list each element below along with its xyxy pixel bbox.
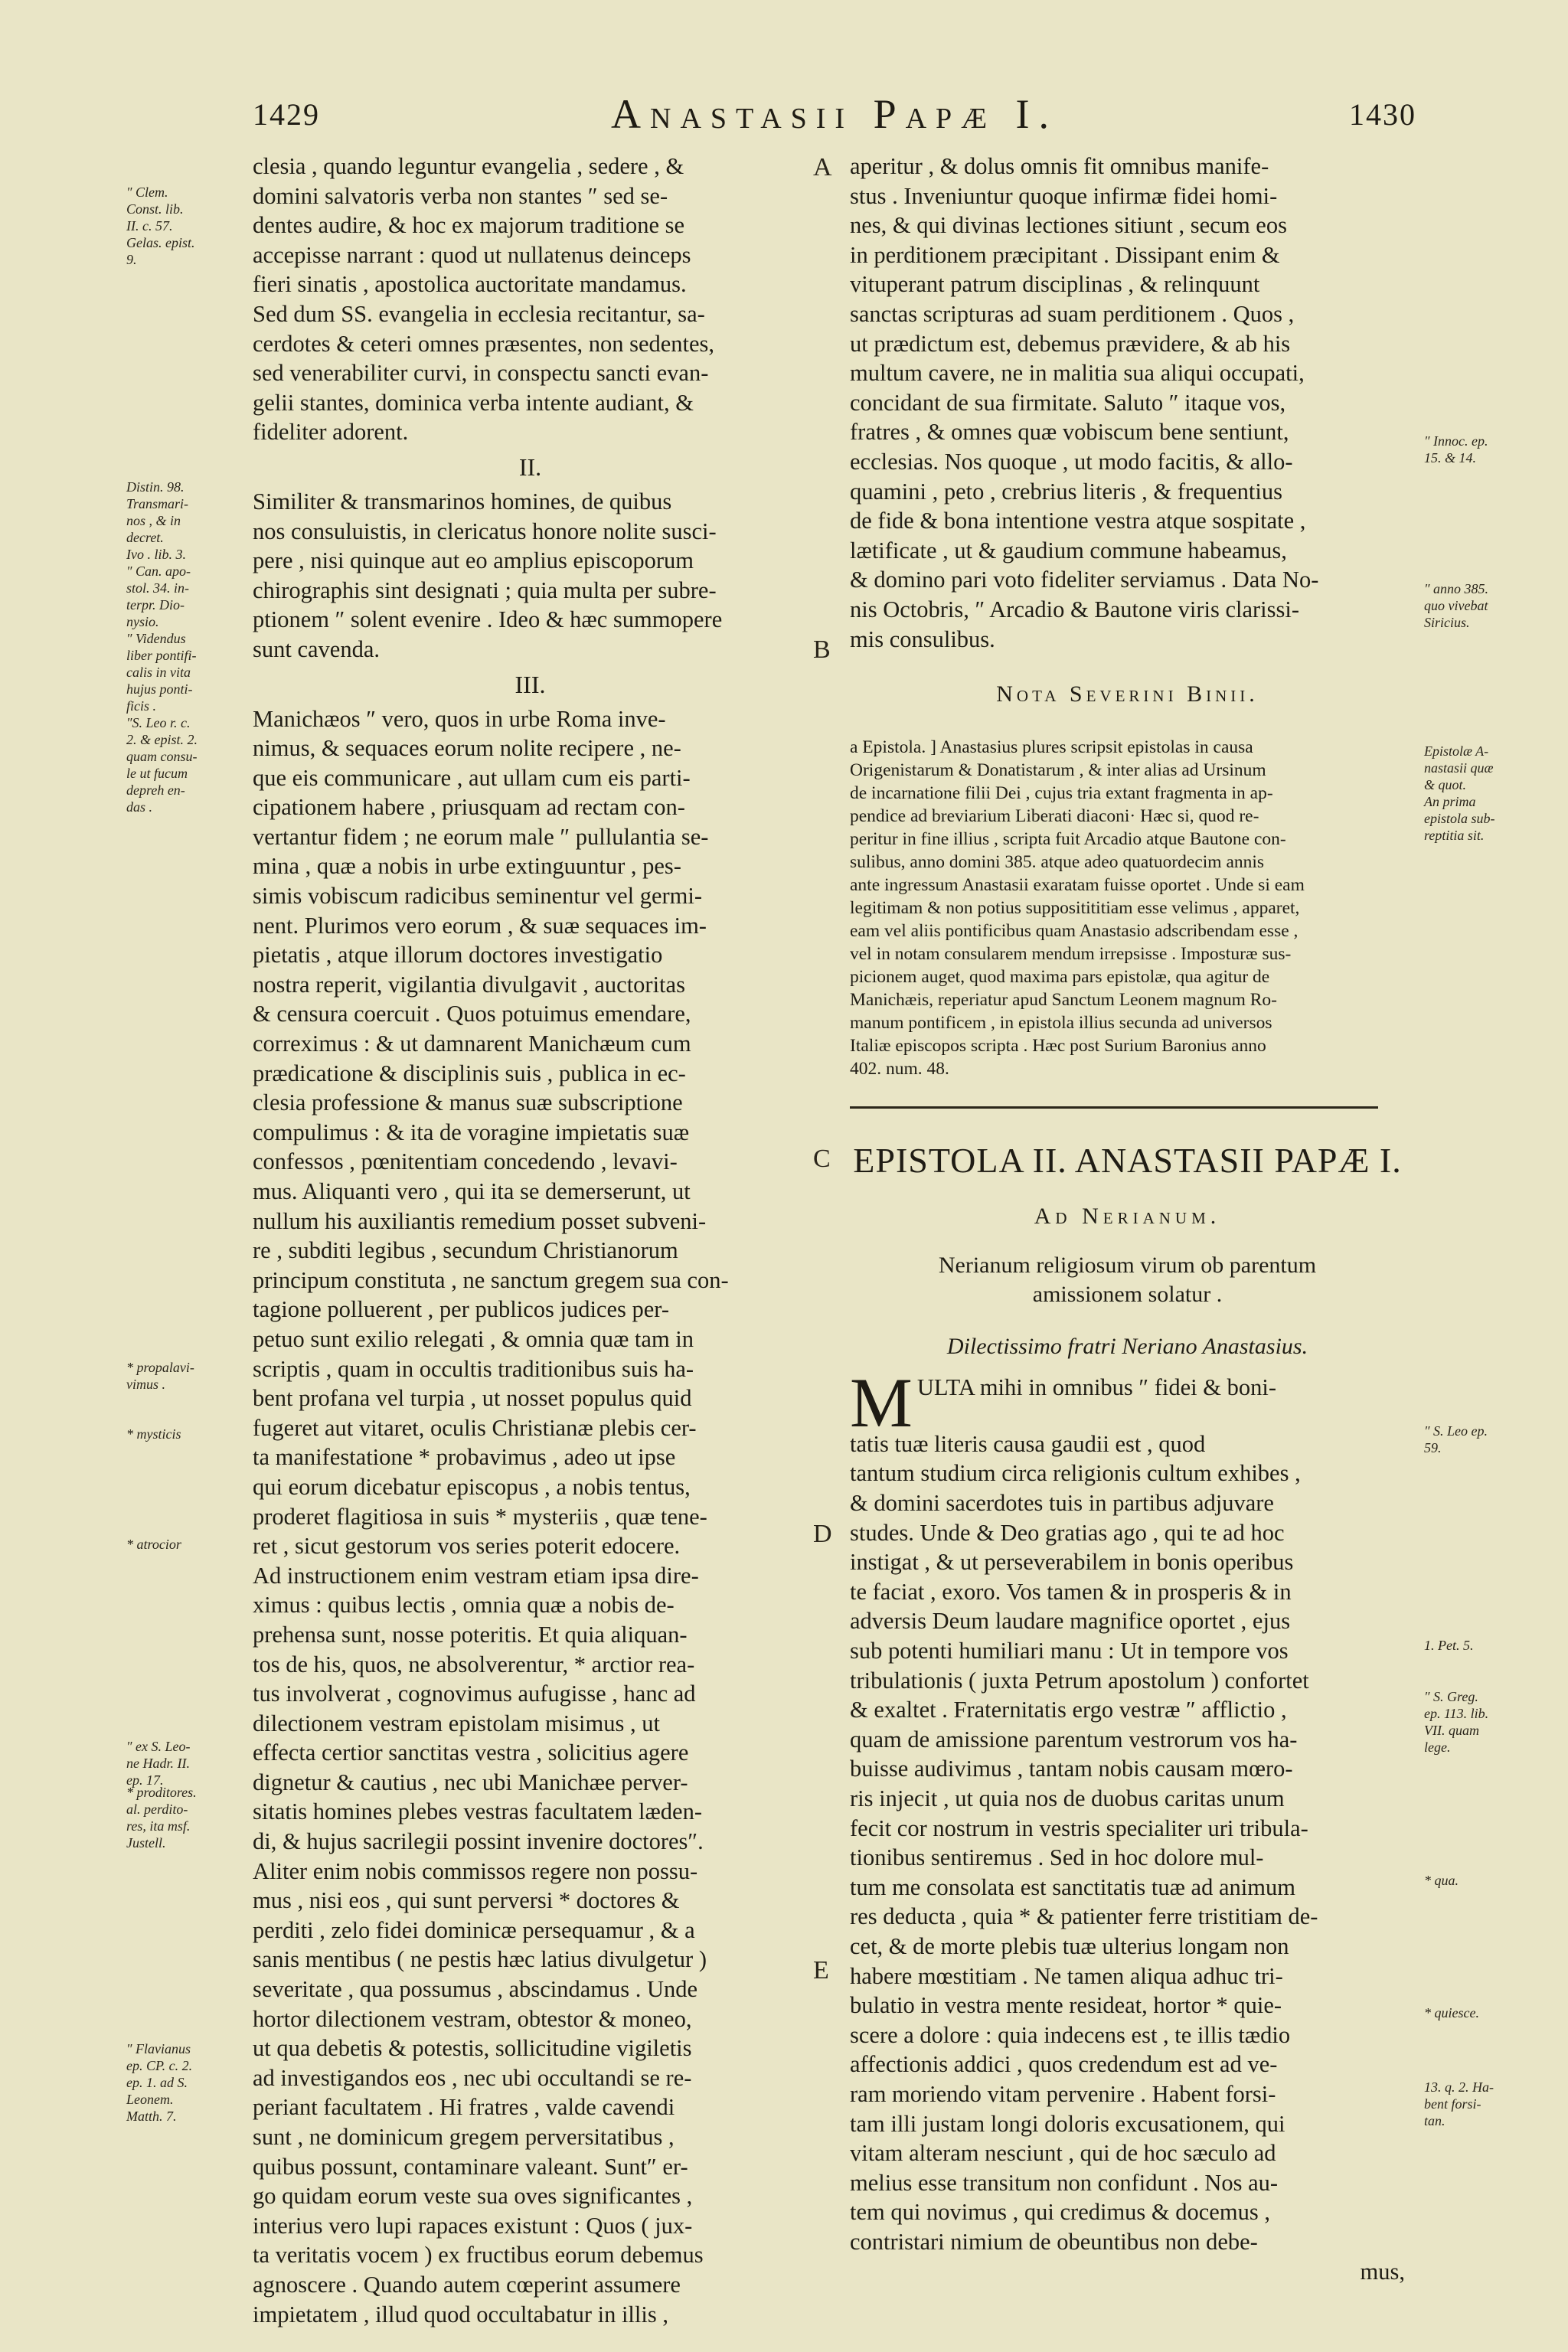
text-line: Aliter enim nobis commissos regere non possu-: [253, 1857, 698, 1884]
column-letter-c: C: [813, 1145, 831, 1173]
epistle-salutation: Dilectissimo fratri Neriano Anastasius.: [946, 1334, 1308, 1360]
text-line: ta veritatis vocem ) ex fructibus eorum debemus: [253, 2242, 704, 2269]
text-line: tam illi justam longi doloris excusationem, qui: [850, 2110, 1285, 2137]
margin-note-line: VII. quam: [1424, 1723, 1479, 1738]
nota-block: [850, 736, 1405, 1080]
text-line: multum cavere, ne in malitia sua aliqui occupati,: [850, 360, 1305, 387]
text-line: quamini , peto , crebrius literis , & frequentius: [850, 478, 1282, 505]
text-line: aperitur , & dolus omnis fit omnibus manife-: [850, 153, 1269, 179]
text-line: mus , nisi eos , qui sunt perversi * doctores &: [253, 1887, 680, 1914]
text-line: prædicatione & disciplinis suis , publica in ec-: [253, 1060, 686, 1086]
page-number-left: 1429: [253, 97, 320, 132]
text-line: fecit cor nostrum in vestris specialiter uri tribula-: [850, 1815, 1308, 1841]
right-margin-note: [1424, 2079, 1494, 2129]
text-line: proderet flagitiosa in suis * mysteriis , quæ tene-: [253, 1503, 707, 1530]
margin-note-line: ″ S. Greg.: [1424, 1689, 1478, 1704]
text-line: clesia , quando leguntur evangelia , sedere , &: [253, 153, 684, 179]
text-line: lætificate , ut & gaudium commune habeamus,: [850, 537, 1287, 564]
left-margin-note: [126, 1426, 181, 1442]
text-line: legitimam & non potius suppositititiam esse velimus , apparet,: [850, 897, 1300, 918]
left-margin-note: [126, 2040, 192, 2125]
epistle-body: [850, 1373, 1405, 2257]
margin-note-line: quo vivebat: [1424, 598, 1488, 613]
margin-note-line: 2. & epist. 2.: [126, 732, 198, 747]
nota-title: Nota Severini Binii.: [996, 681, 1259, 707]
text-line: fideliter adorent.: [253, 419, 409, 446]
margin-note-line: decret.: [126, 530, 164, 545]
text-line: ptionem ″ solent evenire . Ideo & hæc summopere: [253, 606, 723, 633]
text-line: mis consulibus.: [850, 626, 995, 652]
epistle-addressee: Ad Nerianum.: [1034, 1203, 1221, 1229]
text-line: dilectionem vestram epistolam misimus , ut: [253, 1710, 660, 1736]
margin-note-line: depreh en-: [126, 782, 185, 798]
text-line: clesia professione & manus suæ subscriptione: [253, 1089, 683, 1116]
text-line: picionem auget, quod maxima pars epistolæ, qua agitur de: [850, 966, 1270, 987]
text-line: ret , sicut gestorum vos series poterit edocere.: [253, 1533, 681, 1560]
text-line: pendice ad breviarium Liberati diaconi· Hæc si, quod re-: [850, 805, 1259, 826]
text-line: te faciat , exoro. Vos tamen & in prosperis & in: [850, 1578, 1292, 1605]
left-margin-note: [126, 1536, 181, 1553]
divider-rule: [850, 1106, 1378, 1109]
right-margin-note: [1424, 743, 1495, 844]
text-line: tus involverat , cognovimus aufugisse , hanc ad: [253, 1681, 696, 1707]
margin-note-line: ne Hadr. II.: [126, 1756, 190, 1771]
text-line: contristari nimium de obeuntibus non debe-: [850, 2228, 1258, 2255]
margin-note-line: al. perdito-: [126, 1802, 188, 1817]
text-line: que eis communicare , aut ullam cum eis parti-: [253, 764, 691, 791]
column-letter-e: E: [813, 1956, 829, 1984]
text-line: buisse audivimus , tantam nobis causam mœro-: [850, 1756, 1293, 1782]
running-title: Anastasii Papæ I.: [611, 91, 1058, 137]
text-line: nent. Plurimos vero eorum , & suæ sequaces im-: [253, 912, 707, 939]
text-line: tagione polluerent , per publicos judices per-: [253, 1296, 669, 1323]
text-line: agnoscere . Quando autem cœperint assumere: [253, 2271, 681, 2298]
text-line: ecclesias. Nos quoque , ut modo facitis, & allo-: [850, 448, 1293, 475]
margin-note-line: II. c. 57.: [126, 218, 173, 234]
text-line: hortor dilectionem vestram, obtestor & moneo,: [253, 2005, 692, 2032]
text-line: nes, & qui divinas lectiones sitiunt , secum eos: [850, 212, 1287, 239]
margin-note-line: 15. & 14.: [1424, 450, 1477, 466]
margin-note-line: stol. 34. in-: [126, 580, 190, 596]
margin-note-line: ep. 17.: [126, 1772, 164, 1788]
text-line: mus. Aliquanti vero , qui ita se demerserunt, ut: [253, 1178, 691, 1204]
text-line: tum me consolata est sanctitatis tuæ ad animum: [850, 1873, 1295, 1900]
left-text-block-2: [253, 487, 808, 665]
margin-note-line: epistola sub-: [1424, 811, 1495, 826]
right-margin-note: [1424, 1637, 1474, 1654]
margin-note-line: quam consu-: [126, 749, 198, 764]
text-line: sanis mentibus ( ne pestis hæc latius divulgetur ): [253, 1946, 707, 1973]
text-line: 402. num. 48.: [850, 1058, 949, 1079]
left-column: [253, 152, 808, 2329]
text-line: ximus : quibus lectis , omnia quæ a nobis de-: [253, 1592, 675, 1619]
running-header: [253, 90, 1416, 152]
text-line: de fide & bona intentione vestra atque sospitate ,: [850, 508, 1306, 534]
text-line: gelii stantes, dominica verba intente audiant, &: [253, 389, 694, 416]
right-column: [850, 152, 1405, 2286]
section-heading-3: III.: [514, 670, 546, 698]
margin-note-line: 13. q. 2. Ha-: [1424, 2079, 1494, 2095]
text-line: principum constituta , ne sanctum gregem sua con-: [253, 1266, 729, 1293]
text-line: di, & hujus sacrilegii possint invenire doctores″.: [253, 1828, 704, 1855]
margin-note-line: Transmari-: [126, 496, 189, 511]
margin-note-line: 1. Pet. 5.: [1424, 1638, 1474, 1653]
text-line: melius esse transitum non confidunt . Nos au-: [850, 2169, 1279, 2196]
margin-note-line: nastasii quæ: [1424, 760, 1494, 776]
text-line: & domino pari voto fideliter serviamus . Data No-: [850, 567, 1319, 593]
text-line: cerdotes & ceteri omnes præsentes, non sedentes,: [253, 330, 715, 357]
text-line: scere a dolore : quia indecens est , te illis tædio: [850, 2021, 1291, 2048]
text-line: Origenistarum & Donatistarum , & inter alias ad Ursinum: [850, 760, 1266, 780]
text-line: compulimus : & ita de voragine impietatis suæ: [253, 1119, 690, 1145]
section-heading-2: II.: [518, 452, 542, 481]
margin-note-line: ep. 113. lib.: [1424, 1706, 1489, 1721]
margin-note-line: Gelas. epist.: [126, 235, 195, 250]
margin-note-line: ep. 1. ad S.: [126, 2075, 188, 2090]
margin-note-line: * mysticis: [126, 1426, 181, 1442]
left-margin-note: [126, 184, 195, 268]
text-line: perditi , zelo fidei dominicæ persequamur , & a: [253, 1916, 695, 1943]
right-margin-note: [1424, 1688, 1488, 1756]
page-number-right: 1430: [1349, 97, 1416, 132]
text-line: cipationem habere , priusquam ad rectam con-: [253, 794, 685, 821]
margin-note-line: ″ anno 385.: [1424, 581, 1488, 596]
text-line: simis vobiscum radicibus seminentur vel germi-: [253, 883, 703, 910]
text-line: & exaltet . Fraternitatis ergo vestræ ″ afflictio ,: [850, 1697, 1287, 1723]
text-line: vitam alteram nesciunt , qui de hoc sæculo ad: [850, 2140, 1276, 2167]
margin-note-line: terpr. Dio-: [126, 597, 185, 612]
text-line: re , subditi legibus , secundum Christianorum: [253, 1237, 678, 1264]
text-line: ante ingressum Anastasii exaratam fuisse oportet . Unde si eam: [850, 874, 1305, 895]
text-line: confessos , pœnitentiam concedendo , levavi-: [253, 1148, 678, 1175]
margin-note-line: ″ ex S. Leo-: [126, 1739, 191, 1754]
text-line: adversis Deum laudare magnifice oportet , ejus: [850, 1608, 1291, 1635]
margin-note-line: Const. lib.: [126, 201, 184, 217]
text-line: fratres , & omnes quæ vobiscum bene sentiunt,: [850, 419, 1289, 446]
left-margin-note: [126, 1359, 194, 1393]
text-line: periant facultatem . Hi fratres , valde cavendi: [253, 2094, 675, 2121]
margin-note-line: hujus ponti-: [126, 681, 193, 697]
text-line: cet, & de morte plebis tuæ ulterius longam non: [850, 1932, 1289, 1959]
text-line: affectionis addici , quos credendum est ad ve-: [850, 2051, 1278, 2078]
text-line: Similiter & transmarinos homines, de quibus: [253, 488, 672, 514]
margin-note-line: ″ S. Leo ep.: [1424, 1423, 1488, 1439]
margin-note-line: 59.: [1424, 1440, 1442, 1455]
text-line: bent profana vel turpia , ut nosset populus quid: [253, 1385, 692, 1412]
text-line: prehensa sunt, nosse poteritis. Et quia aliquan-: [253, 1621, 688, 1648]
text-line: ris injecit , ut quia nos de duobus caritas unum: [850, 1785, 1285, 1811]
text-line: a Epistola. ] Anastasius plures scripsit epistolas in causa: [850, 737, 1253, 757]
epistle-first-line-text: ULTA mihi in omnibus ″ fidei & boni-: [916, 1374, 1276, 1400]
margin-note-line: lege.: [1424, 1740, 1451, 1755]
right-margin-note: [1424, 2004, 1479, 2021]
margin-note-line: Siricius.: [1424, 615, 1470, 630]
margin-note-line: * qua.: [1424, 1873, 1459, 1888]
text-line: go quidam eorum veste sua oves significantes ,: [253, 2183, 693, 2210]
left-margin-note: [126, 1784, 197, 1851]
text-line: & censura coercuit . Quos potuimus emendare,: [253, 1001, 691, 1027]
margin-note-line: * propalavi-: [126, 1360, 194, 1375]
text-line: dentes audire, & hoc ex majorum traditione se: [253, 212, 685, 239]
text-line: sunt , ne dominicum gregem perversitatibus ,: [253, 2124, 675, 2150]
margin-note-line: * quiesce.: [1424, 2005, 1479, 2020]
text-line: effecta certior sanctitas vestra , solicitius agere: [253, 1740, 689, 1766]
text-line: ram moriendo vitam pervenire . Habent forsi-: [850, 2080, 1276, 2107]
text-line: tantum studium circa religionis cultum exhibes ,: [850, 1460, 1301, 1487]
margin-note-line: & quot.: [1424, 777, 1467, 792]
margin-note-line: Leonem.: [126, 2092, 174, 2107]
right-margin-note: [1424, 433, 1488, 466]
text-line: quibus possunt, contaminare valeant. Sunt″ er-: [253, 2153, 688, 2180]
text-line: scriptis , quam in occultis traditionibus suis ha-: [253, 1355, 694, 1382]
margin-note-line: Ivo . lib. 3.: [126, 547, 186, 562]
text-line: fieri sinatis , apostolica auctoritate mandamus.: [253, 271, 687, 298]
text-line: sulibus, anno domini 385. atque adeo quatuordecim annis: [850, 851, 1265, 872]
text-line: Nerianum religiosum virum ob parentum: [938, 1253, 1317, 1279]
margin-note-line: res, ita msf.: [126, 1818, 191, 1834]
text-line: tos de his, quos, ne absolverentur, * arctior rea-: [253, 1651, 695, 1677]
text-line: chirographis sint designati ; quia multa per subre-: [253, 577, 717, 603]
left-text-block-3: [253, 704, 808, 2330]
text-line: sitatis homines plebes vestras facultatem læden-: [253, 1798, 702, 1825]
text-line: accepisse narrant : quod ut nullatenus deinceps: [253, 241, 691, 268]
text-line: sed venerabiliter curvi, in conspectu sancti evan-: [253, 360, 709, 387]
margin-note-line: nos , & in: [126, 513, 181, 528]
text-line: manum pontificem , in epistola illius secunda ad universos: [850, 1012, 1272, 1033]
margin-note-line: vimus .: [126, 1377, 165, 1392]
column-letter-a: A: [813, 153, 832, 181]
text-line: Sed dum SS. evangelia in ecclesia recitantur, sa-: [253, 300, 705, 327]
text-line: pere , nisi quinque aut eo amplius episcoporum: [253, 547, 694, 574]
column-letter-d: D: [813, 1520, 832, 1548]
margin-note-line: ″ Innoc. ep.: [1424, 433, 1488, 449]
text-line: ad investigandos eos , nec ubi occultandi se re-: [253, 2064, 692, 2091]
text-line: sunt cavenda.: [253, 635, 380, 662]
text-line: instigat , & ut perseverabilem in bonis operibus: [850, 1549, 1294, 1576]
margin-note-line: 9.: [126, 252, 137, 267]
text-line: tribulationis ( juxta Petrum apostolum ) confortet: [850, 1667, 1309, 1694]
margin-note-line: liber pontifi-: [126, 648, 197, 663]
right-margin-note: [1424, 1872, 1459, 1889]
text-line: nimus, & sequaces eorum nolite recipere , ne-: [253, 735, 681, 762]
text-line: concidant de sua firmitate. Saluto ″ itaque vos,: [850, 389, 1286, 416]
text-line: pietatis , atque illorum doctores investigatio: [253, 942, 663, 969]
drop-cap: M: [850, 1372, 913, 1429]
right-margin-note: [1424, 580, 1488, 631]
margin-note-line: ″ Clem.: [126, 185, 168, 200]
epistle-first-line: [850, 1373, 1405, 1429]
margin-note-line: le ut fucum: [126, 766, 188, 781]
text-line: peritur in fine illius , scripta fuit Arcadio atque Bautone con-: [850, 828, 1286, 849]
margin-note-line: * proditores.: [126, 1785, 197, 1800]
text-line: severitate , qua possumus , abscindamus . Unde: [253, 1976, 698, 2003]
catchword: mus,: [1360, 2258, 1405, 2285]
text-line: domini salvatoris verba non stantes ″ sed se-: [253, 182, 668, 209]
text-line: sanctas scripturas ad suam perditionem . Quos ,: [850, 300, 1295, 327]
text-line: tionibus sentiremus . Sed in hoc dolore mul-: [850, 1844, 1264, 1871]
text-line: amissionem solatur .: [1032, 1282, 1223, 1308]
margin-note-line: ep. CP. c. 2.: [126, 2058, 193, 2073]
text-line: dignetur & cautius , nec ubi Manichæe perver-: [253, 1769, 688, 1795]
text-line: Manichæis, reperiatur apud Sanctum Leonem magnum Ro-: [850, 989, 1277, 1010]
margin-note-line: ″ Flavianus: [126, 2041, 191, 2056]
text-line: habere mœstitiam . Ne tamen aliqua adhuc tri-: [850, 1962, 1283, 1989]
margin-note-line: calis in vita: [126, 665, 191, 680]
text-line: impietatem , illud quod occultabatur in illis ,: [253, 2301, 668, 2328]
text-line: fugeret aut vitaret, oculis Christianæ plebis cer-: [253, 1414, 697, 1441]
text-line: ut prædictum est, debemus prævidere, & ab his: [850, 330, 1291, 357]
left-margin-note: [126, 479, 198, 815]
text-line: tatis tuæ literis causa gaudii est , quod: [850, 1430, 1206, 1457]
margin-note-line: ″S. Leo r. c.: [126, 715, 191, 730]
text-line: nos consuluistis, in clericatus honore nolite susci-: [253, 518, 717, 544]
margin-note-line: ″ Videndus: [126, 631, 186, 646]
column-letter-b: B: [813, 635, 831, 664]
margin-note-line: ficis .: [126, 698, 156, 714]
epistle-summary: [850, 1251, 1405, 1309]
text-line: eam vel aliis pontificibus quam Anastasio adscribendam esse ,: [850, 920, 1298, 941]
text-line: vituperant patrum disciplinas , & relinquunt: [850, 271, 1260, 298]
text-line: vel in notam consularem mendum irrepsisse . Imposturæ sus-: [850, 943, 1292, 964]
margin-note-line: * atrocior: [126, 1537, 181, 1552]
text-line: in perditionem præcipitant . Dissipant enim &: [850, 241, 1280, 268]
text-line: petuo sunt exilio relegati , & omnia quæ tam in: [253, 1325, 694, 1352]
left-margin-note: [126, 1738, 190, 1788]
margin-note-line: An prima: [1424, 794, 1476, 809]
text-line: sub potenti humiliari manu : Ut in tempore vos: [850, 1638, 1289, 1664]
text-line: tem qui novimus , qui credimus & docemus ,: [850, 2199, 1270, 2226]
text-line: mina , quæ a nobis in urbe extinguuntur , pes-: [253, 853, 681, 880]
text-line: vertantur fidem ; ne eorum male ″ pullulantia se-: [253, 823, 709, 850]
right-margin-note: [1424, 1423, 1488, 1456]
text-line: ta manifestatione * probavimus , adeo ut ipse: [253, 1444, 676, 1471]
text-line: Manichæos ″ vero, quos in urbe Roma inve-: [253, 705, 666, 732]
text-line: quam de amissione parentum vestrorum vos ha-: [850, 1726, 1298, 1753]
margin-note-line: Matth. 7.: [126, 2109, 177, 2124]
margin-note-line: Epistolæ A-: [1424, 743, 1489, 759]
text-line: ut qua debetis & potestis, sollicitudine vigiletis: [253, 2035, 692, 2062]
text-line: qui eorum dicebatur episcopus , a nobis tentus,: [253, 1473, 691, 1500]
text-line: & domini sacerdotes tuis in partibus adjuvare: [850, 1490, 1274, 1517]
text-line: nullum his auxiliantis remedium posset subveni-: [253, 1207, 707, 1234]
margin-note-line: das .: [126, 799, 153, 815]
text-line: Ad instructionem enim vestram etiam ipsa dire-: [253, 1562, 699, 1589]
text-line: res deducta , quia * & patienter ferre tristitiam de-: [850, 1903, 1318, 1930]
text-line: studes. Unde & Deo gratias ago , qui te ad hoc: [850, 1519, 1285, 1546]
text-line: correximus : & ut damnarent Manichæum cum: [253, 1031, 691, 1057]
margin-note-line: nysio.: [126, 614, 159, 629]
text-line: bulatio in vestra mente resideat, hortor * quie-: [850, 1992, 1282, 2019]
margin-note-line: Distin. 98.: [126, 479, 185, 495]
text-line: Italiæ episcopos scripta . Hæc post Surium Baronius anno: [850, 1035, 1266, 1056]
text-line: nostra reperit, vigilantia divulgavit , auctoritas: [253, 971, 685, 998]
margin-note-line: tan.: [1424, 2113, 1446, 2128]
margin-note-line: reptitia sit.: [1424, 828, 1485, 843]
margin-note-line: ″ Can. apo-: [126, 564, 191, 579]
text-line: nis Octobris, ″ Arcadio & Bautone viris clarissi-: [850, 596, 1300, 622]
margin-note-line: Justell.: [126, 1835, 166, 1851]
text-line: stus . Inveniuntur quoque infirmæ fidei homi-: [850, 182, 1278, 209]
right-text-block-1: [850, 152, 1405, 654]
epistle-title: EPISTOLA II. ANASTASII PAPÆ I.: [853, 1140, 1402, 1180]
margin-note-line: bent forsi-: [1424, 2096, 1481, 2112]
text-line: interius vero lupi rapaces existunt : Quos ( jux-: [253, 2212, 693, 2239]
text-line: de incarnatione filii Dei , cujus tria extant fragmenta in ap-: [850, 782, 1273, 803]
left-text-block-1: [253, 152, 808, 447]
